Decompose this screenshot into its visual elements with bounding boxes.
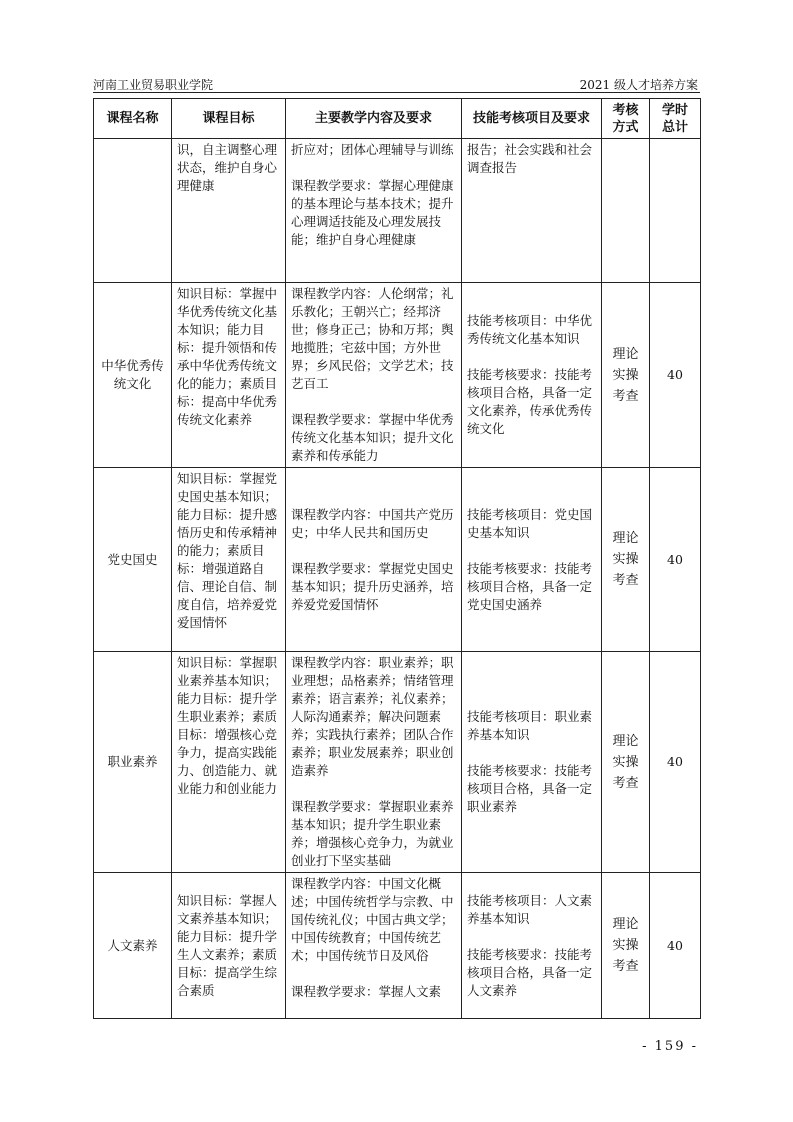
header-hours: 学时 总计 [650,99,701,139]
course-table [93,98,701,1019]
table-row [94,468,701,652]
course-skill: 报告；社会实践和社会调查报告 [462,139,602,283]
course-goal: 知识目标：掌握党史国史基本知识；能力目标：提升感悟历史和传承精神的能力；素质目标：增强道路自信、理论自信、制度自信，培养爱党爱国情怀 [172,468,286,652]
page-number: - 159 - [642,1039,698,1054]
total-hours: 40 [650,468,701,652]
course-name: 党史国史 [94,468,172,652]
table-header-row [94,99,701,139]
assess-method: 理论 实操 考查 [602,652,650,873]
course-name [94,139,172,283]
header-content: 主要教学内容及要求 [286,99,462,139]
course-goal: 识，自主调整心理状态，维护自身心理健康 [172,139,286,283]
course-content: 课程教学内容：中国文化概述；中国传统哲学与宗教、中国传统礼仪；中国古典文学；中国传统教育；中国传统艺术；中国传统节日及风俗 课程教学要求：掌握人文素 [286,873,462,1019]
course-name: 人文素养 [94,873,172,1019]
header-school: 河南工业贸易职业学院 [93,78,214,92]
table-row [94,283,701,468]
course-goal: 知识目标：掌握职业素养基本知识；能力目标：提升学生职业素养；素质目标：增强核心竞争力，提高实践能力、创造能力、就业能力和创业能力 [172,652,286,873]
header-course-goal: 课程目标 [172,99,286,139]
table-row [94,139,701,283]
course-content: 课程教学内容：中国共产党历史；中华人民共和国历史 课程教学要求：掌握党史国史基本知识；提升历史涵养，培养爱党爱国情怀 [286,468,462,652]
assess-method: 理论 实操 考查 [602,873,650,1019]
course-content: 课程教学内容：职业素养；职业理想；品格素养；情绪管理素养；语言素养；礼仪素养；人际沟通素养；解决问题素养；实践执行素养；团队合作素养；职业发展素养；职业创造素养 课程教学要求：掌握职业素养基本知识；提升学生职业素养；增强核心竞争力，为就业创业打下坚实基础 [286,652,462,873]
course-content: 折应对；团体心理辅导与训练 课程教学要求：掌握心理健康的基本理论与基本技术；提升心理调适技能及心理发展技能；维护自身心理健康 [286,139,462,283]
header-rule [93,92,700,93]
total-hours: 40 [650,873,701,1019]
course-skill: 技能考核项目：职业素养基本知识 技能考核要求：技能考核项目合格，具备一定职业素养 [462,652,602,873]
total-hours [650,139,701,283]
table-row [94,873,701,1019]
total-hours: 40 [650,283,701,468]
table-row [94,652,701,873]
course-name: 中华优秀传统文化 [94,283,172,468]
course-content: 课程教学内容：人伦纲常；礼乐教化；王朝兴亡；经邦济世；修身正己；协和万邦；舆地揽胜；宅兹中国；方外世界；乡风民俗；文学艺术；技艺百工 课程教学要求：掌握中华优秀传统文化基本知识；提升文化素养和传承能力 [286,283,462,468]
assess-method: 理论 实操 考查 [602,283,650,468]
course-name: 职业素养 [94,652,172,873]
header-plan: 2021 级人才培养方案 [579,78,698,92]
course-skill: 技能考核项目：党史国史基本知识 技能考核要求：技能考核项目合格，具备一定党史国史涵养 [462,468,602,652]
total-hours: 40 [650,652,701,873]
course-skill: 技能考核项目：中华优秀传统文化基本知识 技能考核要求：技能考核项目合格，具备一定文化素养，传承优秀传统文化 [462,283,602,468]
course-skill: 技能考核项目：人文素养基本知识 技能考核要求：技能考核项目合格，具备一定人文素养 [462,873,602,1019]
header-skill: 技能考核项目及要求 [462,99,602,139]
assess-method [602,139,650,283]
assess-method: 理论 实操 考查 [602,468,650,652]
header-course-name: 课程名称 [94,99,172,139]
course-goal: 知识目标：掌握中华优秀传统文化基本知识；能力目标：提升领悟和传承中华优秀传统文化的能力；素质目标：提高中华优秀传统文化素养 [172,283,286,468]
course-goal: 知识目标：掌握人文素养基本知识；能力目标：提升学生人文素养；素质目标：提高学生综合素质 [172,873,286,1019]
header-assess: 考核 方式 [602,99,650,139]
